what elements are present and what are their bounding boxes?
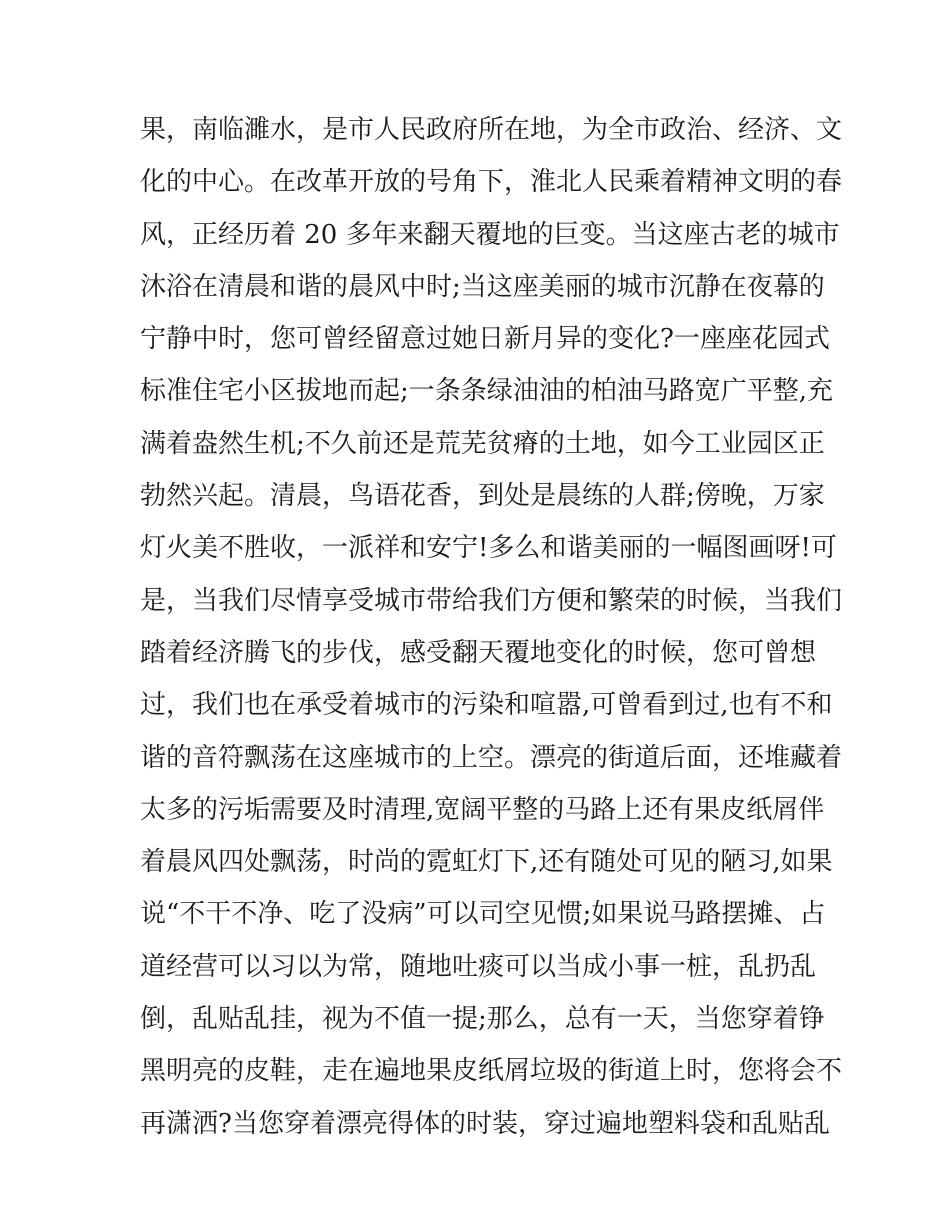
text-line-6: 标准住宅小区拔地而起;一条条绿油油的柏油马路宽广平整,充 [140, 376, 834, 407]
text-line-16: 说“不干不净、吃了没病”可以司空见惯;如果说马路摆摊、占 [140, 899, 826, 930]
text-line-17: 道经营可以习以为常，随地吐痰可以当成小事一桩，乱扔乱 [140, 951, 817, 982]
text-line-13: 谐的音符飘荡在这座城市的上空。漂亮的街道后面，还堆藏着 [140, 742, 843, 773]
text-line-7: 满着盎然生机;不久前还是荒芜贫瘠的土地，如今工业园区正 [140, 428, 825, 459]
text-line-11: 踏着经济腾飞的步伐，感受翻天覆地变化的时候，您可曾想 [140, 637, 817, 668]
text-line-9: 灯火美不胜收，一派祥和安宁!多么和谐美丽的一幅图画呀!可 [140, 533, 837, 564]
text-line-14: 太多的污垢需要及时清理,宽阔平整的马路上还有果皮纸屑伴 [140, 794, 825, 825]
text-line-12: 过，我们也在承受着城市的污染和喧嚣,可曾看到过,也有不和 [140, 690, 833, 721]
text-line-1: 果，南临濉水，是市人民政府所在地，为全市政治、经济、文 [140, 115, 843, 145]
text-line-4: 沐浴在清晨和谐的晨风中时;当这座美丽的城市沉静在夜幕的 [140, 271, 825, 302]
text-line-5: 宁静中时，您可曾经留意过她日新月异的变化?一座座花园式 [140, 324, 830, 355]
text-line-20: 再潇洒?当您穿着漂亮得体的时装，穿过遍地塑料袋和乱贴乱 [140, 1108, 830, 1139]
text-line-19: 黑明亮的皮鞋，走在遍地果皮纸屑垃圾的街道上时，您将会不 [140, 1056, 843, 1087]
text-line-3: 风，正经历着 20 多年来翻天覆地的巨变。当这座古老的城市 [140, 219, 840, 250]
text-line-2: 化的中心。在改革开放的号角下，淮北人民乘着精神文明的春 [140, 167, 843, 198]
text-line-18: 倒，乱贴乱挂，视为不值一提;那么，总有一天，当您穿着铮 [140, 1004, 825, 1035]
body-text [140, 104, 843, 1150]
text-line-15: 着晨风四处飘荡，时尚的霓虹灯下,还有随处可见的陋习,如果 [140, 847, 833, 878]
text-line-8: 勃然兴起。清晨，鸟语花香，到处是晨练的人群;傍晚，万家 [140, 481, 825, 512]
text-line-10: 是，当我们尽情享受城市带给我们方便和繁荣的时候，当我们 [140, 585, 843, 616]
